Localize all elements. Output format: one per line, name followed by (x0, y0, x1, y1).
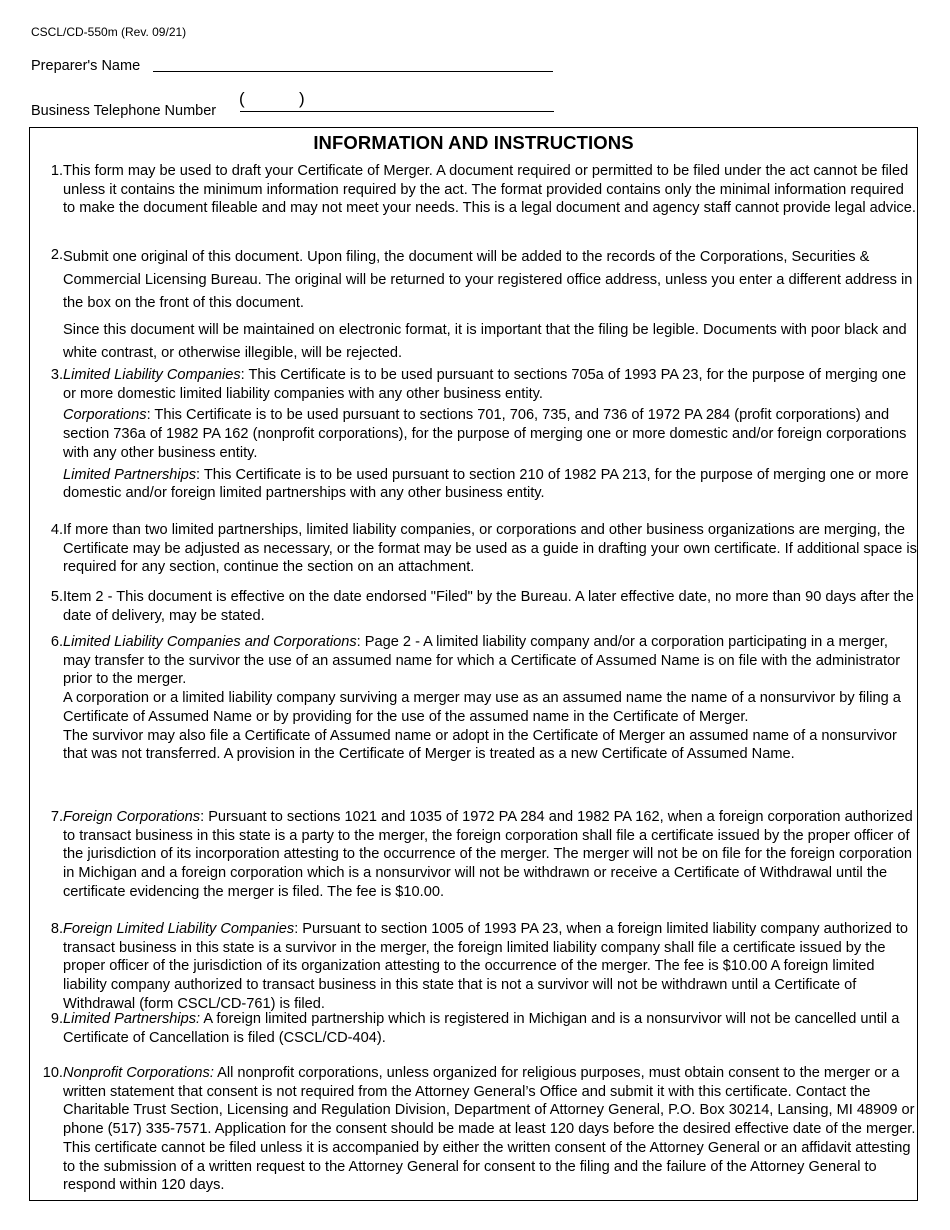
instruction-text: : This Certificate is to be used pursuant to sections 705a of 1993 PA 23, for the purpose of merging one or more domestic limited liability companies with any other business entity. (63, 367, 907, 402)
instruction-paragraph (63, 588, 918, 625)
instruction-text: : This Certificate is to be used pursuant to sections 701, 706, 735, and 736 of 1972 PA 284 (profit corporations) and section 736a of 1982 PA 162 (nonprofit corporations), for the purpose of merging one or more domestic and/or foreign corporations with any other business entity. (63, 407, 907, 461)
instruction-text: A corporation or a limited liability company surviving a merger may use as an assumed name the name of a nonsurvivor by filing a Certificate of Assumed Name or by providing for the use of the assumed name in the Certificate of Merger. (63, 690, 901, 725)
business-phone-label: Business Telephone Number (31, 103, 217, 119)
instruction-body (63, 808, 918, 902)
form-id: CSCL/CD-550m (Rev. 09/21) (31, 25, 187, 39)
instruction-lead: Limited Partnerships: (63, 1011, 201, 1027)
instruction-lead: Limited Liability Companies (63, 367, 241, 383)
instruction-text: Submit one original of this document. Upon filing, the document will be added to the records of the Corporations, Securities & Commercial Licensing Bureau. The original will be returned to your registered office address, unless you enter a different address in the box on the front of this document. (63, 249, 913, 311)
instruction-text: This form may be used to draft your Certificate of Merger. A document required or permitted to be filed under the act cannot be filed unless it contains the minimum information required by the act. The format provided contains only the minimal information required to make the document fileable and may not meet your needs. This is a legal document and agency staff cannot provide legal advice. (63, 163, 916, 217)
instruction-text: The survivor may also file a Certificate of Assumed name or adopt in the Certificate of Merger an assumed name of a nonsurvivor that was not transferred. A provision in the Certificate of Merger is treated as a new Certificate of Assumed Name. (63, 727, 897, 763)
instruction-text: : This Certificate is to be used pursuant to section 210 of 1982 PA 213, for the purpose of merging one or more domestic and/or foreign limited partnerships with any other business entity. (63, 466, 909, 502)
instructions-box (29, 127, 918, 1201)
instruction-paragraph (63, 689, 918, 726)
instruction-text: : Pursuant to sections 1021 and 1035 of 1972 PA 284 and 1982 PA 162, when a foreign corporation authorized to transact business in this state is a party to the merger, the foreign corporation shall file a certificate issued by the proper officer of the jurisdiction of its incorporation attesting to the occurrence of the merger. The merger will not be on file for the foreign corporation in Michigan and a foreign corporation which is a nonsurvivor will not be withdrawn or receive a Certificate of Withdrawal until the certificate evidencing the merger is filed. The fee is $10.00. (63, 809, 913, 900)
instruction-number: 5. (50, 589, 63, 605)
instruction-paragraph (63, 521, 918, 577)
instruction-text: All nonprofit corporations, unless organized for religious purposes, must obtain consent to the merger or a written statement that consent is not required from the Attorney General’s Office and submit it with this certificate. Contact the Charitable Trust Section, Licensing and Regulation Division, Department of Attorney General, P.O. Box 30214, Lansing, MI 48909 or phone (517) 335-7571. Application for the consent should be made at least 120 days before the desired effective date of the merger. This certificate cannot be filed unless it is accompanied by either the written consent of the Attorney General or an affidavit attesting to the submission of a written request to the Attorney General for consent to the filing and the failure of the Attorney General to respond within 120 days. (63, 1065, 916, 1194)
instruction-text: A foreign limited partnership which is registered in Michigan and is a nonsurvivor will not be cancelled until a Certificate of Cancellation is filed (CSCL/CD-404). (63, 1011, 900, 1046)
instruction-lead: Limited Liability Companies and Corporations (63, 634, 357, 650)
instruction-number: 6. (50, 634, 63, 650)
instruction-paragraph (63, 406, 918, 462)
business-phone-field[interactable] (240, 111, 554, 112)
instruction-body (63, 920, 918, 1014)
instruction-lead: Corporations (63, 407, 147, 424)
area-code-close-paren: ) (299, 89, 305, 108)
instruction-paragraph (63, 319, 918, 365)
instruction-body (63, 521, 918, 577)
instruction-body (63, 366, 918, 503)
instruction-number: 3. (50, 367, 63, 383)
instruction-paragraph (63, 808, 918, 902)
instruction-body (63, 162, 918, 218)
preparer-name-field[interactable] (153, 71, 553, 72)
instruction-paragraph (63, 366, 918, 403)
instruction-number: 2. (50, 247, 63, 263)
instruction-paragraph (63, 920, 918, 1014)
instruction-body (63, 588, 918, 625)
business-phone-row (31, 89, 305, 119)
instruction-item-3 (30, 366, 918, 503)
instruction-paragraph (63, 246, 918, 315)
instruction-body (63, 246, 918, 365)
instruction-body (63, 633, 918, 764)
instruction-item-2 (30, 246, 918, 365)
instruction-number: 7. (50, 809, 63, 825)
instruction-number: 4. (50, 522, 63, 538)
instruction-item-7 (30, 808, 918, 902)
instruction-text: Since this document will be maintained on electronic format, it is important that the filing be legible. Documents with poor black and white contrast, or otherwise illegible, will be rejected. (63, 322, 907, 361)
instruction-item-1 (30, 162, 918, 218)
instruction-item-6 (30, 633, 918, 764)
instruction-lead: Foreign Limited Liability Companies (63, 921, 295, 937)
instruction-number: 1. (50, 163, 63, 179)
instruction-number: 8. (50, 921, 63, 937)
instruction-body (63, 1010, 918, 1047)
instruction-number: 10. (42, 1065, 63, 1081)
instruction-paragraph (63, 633, 918, 689)
instruction-paragraph (63, 1010, 918, 1047)
instruction-text: : Pursuant to section 1005 of 1993 PA 23, when a foreign limited liability company authorized to transact business in this state is a survivor in the merger, the foreign limited liability company shall file a certificate issued by the proper officer of the jurisdiction of its organization attesting to the occurrence of the merger. The fee is $10.00 A foreign limited liability company authorized to transact business in this state that is not a survivor will not be withdrawn until a Certificate of Withdrawal (form CSCL/CD-761) is filed. (63, 921, 909, 1012)
area-code-open-paren: ( (239, 89, 245, 108)
instruction-body (63, 1064, 918, 1195)
instruction-item-5 (30, 588, 918, 625)
instruction-text: : Page 2 - A limited liability company and/or a corporation participating in a merger, may transfer to the survivor the use of an assumed name for which a Certificate of Assumed Name is on file with the administrator prior to the merger. (63, 634, 901, 688)
instructions-title: INFORMATION AND INSTRUCTIONS (313, 132, 634, 153)
instruction-lead: Limited Partnerships (63, 466, 197, 483)
instruction-lead: Foreign Corporations (63, 809, 201, 825)
instruction-paragraph (63, 1064, 918, 1195)
instruction-paragraph (63, 162, 918, 218)
instruction-lead: Nonprofit Corporations: (63, 1065, 214, 1081)
instruction-paragraph (63, 466, 918, 503)
instruction-item-8 (30, 920, 918, 1014)
preparer-name-label: Preparer's Name (31, 58, 141, 74)
instruction-text: If more than two limited partnerships, limited liability companies, or corporations and other business organizations are merging, the Certificate may be adjusted as necessary, or the format may be used as a guide in drafting your own certificate. If additional space is required for any section, continue the section on an attachment. (63, 522, 917, 576)
instruction-number: 9. (50, 1011, 63, 1027)
instruction-item-10 (30, 1064, 918, 1195)
instruction-item-4 (30, 521, 918, 577)
instruction-item-9 (30, 1010, 918, 1047)
instruction-paragraph (63, 727, 918, 764)
preparer-name-row (31, 58, 140, 74)
instruction-text: Item 2 - This document is effective on the date endorsed "Filed" by the Bureau. A later effective date, no more than 90 days after the date of delivery, may be stated. (63, 589, 914, 624)
